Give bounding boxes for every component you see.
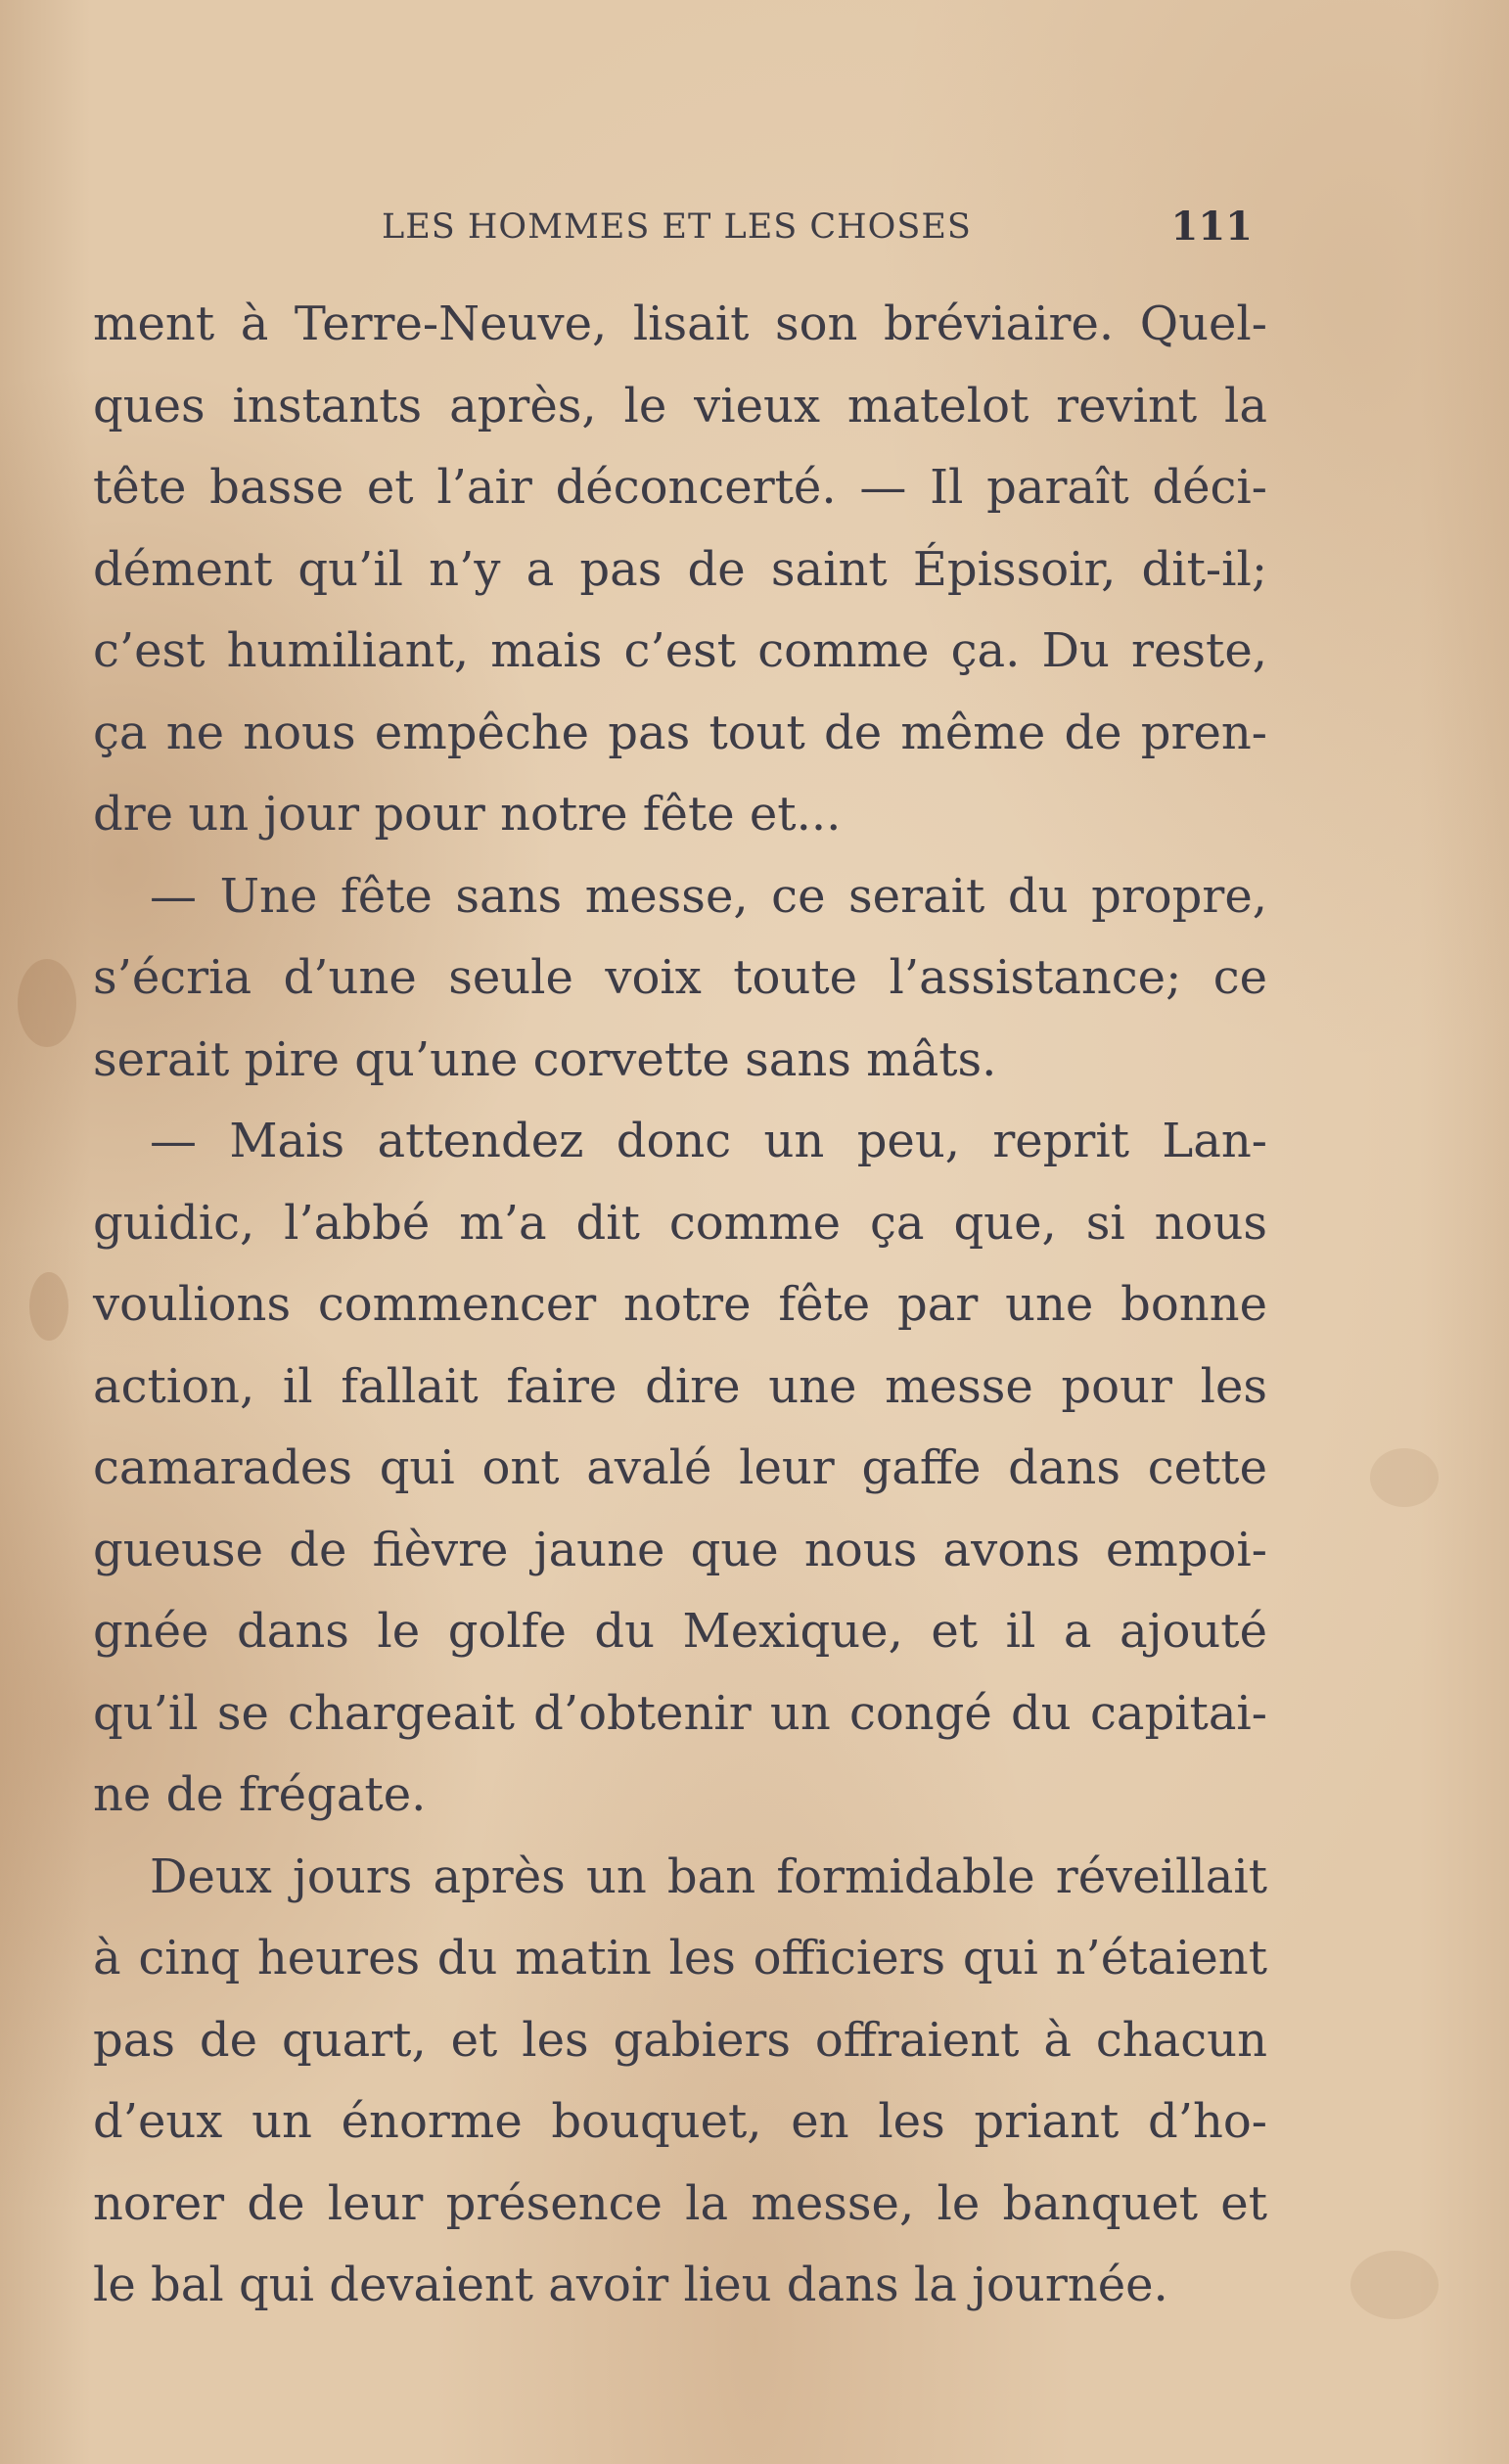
paper-stain (29, 1272, 69, 1341)
text-line: — Une fête sans messe, ce serait du propre, (150, 868, 1267, 924)
text-line: s’écria d’une seule voix toute l’assistance; ce (93, 950, 1267, 1005)
running-head (88, 204, 1253, 262)
text-line: gnée dans le golfe du Mexique, et il a ajouté (93, 1604, 1267, 1659)
text-line: — Mais attendez donc un peu, reprit Lan- (150, 1114, 1267, 1168)
text-line: pas de quart, et les gabiers offraient à chacun (93, 2012, 1267, 2068)
text-line: gueuse de fièvre jaune que nous avons empoi- (93, 1522, 1267, 1577)
text-line: dre un jour pour notre fête et... (93, 787, 842, 842)
paper-stain (1350, 2251, 1439, 2319)
text-line: tête basse et l’air déconcerté. — Il paraît déci- (93, 460, 1267, 515)
text-line: action, il fallait faire dire une messe pour les (93, 1358, 1267, 1414)
text-line: ça ne nous empêche pas tout de même de pren- (93, 705, 1267, 760)
paper-stain (18, 959, 76, 1047)
text-line: voulions commencer notre fête par une bonne (93, 1277, 1267, 1332)
running-title: LES HOMMES ET LES CHOSES (382, 207, 972, 247)
text-line: ne de frégate. (93, 1767, 427, 1822)
text-line: dément qu’il n’y a pas de saint Épissoir, dit-il; (93, 541, 1267, 597)
text-line: ment à Terre-Neuve, lisait son bréviaire. Quel- (93, 297, 1267, 351)
text-line: camarades qui ont avalé leur gaffe dans cette (93, 1440, 1267, 1495)
text-line: serait pire qu’une corvette sans mâts. (93, 1031, 997, 1087)
text-line: qu’il se chargeait d’obtenir un congé du capitai- (93, 1685, 1267, 1741)
text-line: ques instants après, le vieux matelot revint la (93, 378, 1267, 433)
text-line: à cinq heures du matin les officiers qui n’étaient (93, 1931, 1267, 1985)
text-line: d’eux un énorme bouquet, en les priant d’ho- (93, 2094, 1267, 2149)
text-line: norer de leur présence la messe, le banquet et (93, 2175, 1267, 2231)
page-number: 111 (1170, 204, 1253, 250)
text-line: c’est humiliant, mais c’est comme ça. Du reste, (93, 623, 1267, 678)
body-text (93, 284, 1267, 2327)
paper-stain (1370, 1448, 1439, 1507)
text-line: guidic, l’abbé m’a dit comme ça que, si nous (93, 1195, 1267, 1251)
text-line: le bal qui devaient avoir lieu dans la journée. (93, 2258, 1168, 2312)
text-line: Deux jours après un ban formidable réveillait (150, 1848, 1267, 1904)
